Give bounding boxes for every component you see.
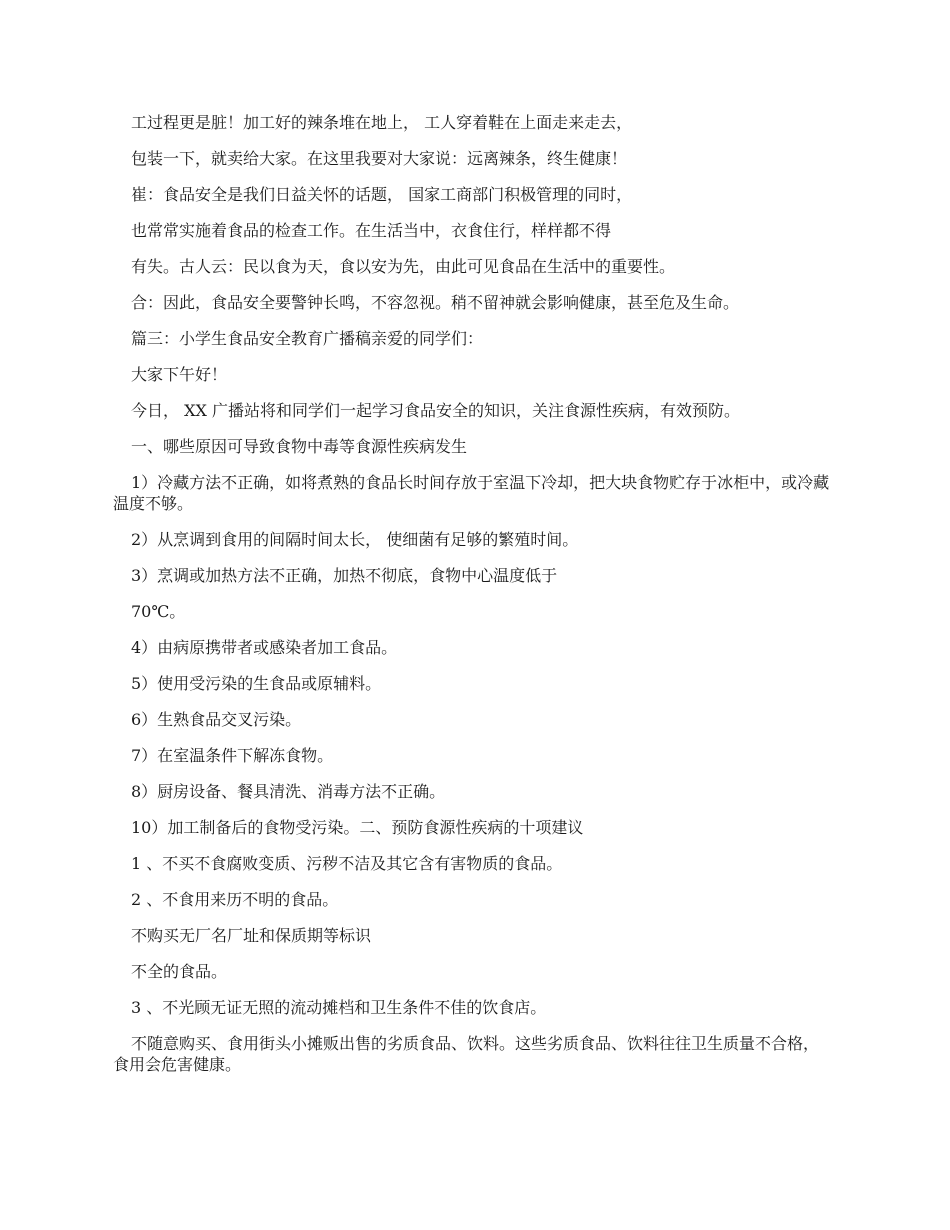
section-heading: 一、哪些原因可导致食物中毒等食源性疾病发生 bbox=[131, 437, 468, 456]
paragraph: 也常常实施着食品的检查工作。在生活当中，衣食住行，样样都不得 bbox=[131, 221, 612, 240]
paragraph: 有失。古人云：民以食为天，食以安为先，由此可见食品在生活中的重要性。 bbox=[131, 257, 676, 276]
paragraph: 包装一下，就卖给大家。在这里我要对大家说：远离辣条，终生健康！ bbox=[131, 149, 628, 168]
paragraph: 5）使用受污染的生食品或原辅料。 bbox=[131, 674, 382, 693]
paragraph: 不全的食品。 bbox=[131, 962, 228, 981]
paragraph: 3 、不光顾无证无照的流动摊档和卫生条件不佳的饮食店。 bbox=[131, 998, 547, 1017]
paragraph: 2 、不食用来历不明的食品。 bbox=[131, 890, 339, 909]
paragraph: 大家下午好！ bbox=[131, 365, 228, 384]
paragraph: 70℃。 bbox=[131, 602, 186, 621]
paragraph: 3）烹调或加热方法不正确，加热不彻底，食物中心温度低于 bbox=[131, 566, 558, 585]
paragraph: 今日， XX 广播站将和同学们一起学习食品安全的知识，关注食源性疾病，有效预防。 bbox=[131, 401, 740, 420]
paragraph: 4）由病原携带者或感染者加工食品。 bbox=[131, 638, 398, 657]
paragraph: 1 、不买不食腐败变质、污秽不洁及其它含有害物质的食品。 bbox=[131, 854, 563, 873]
paragraph: 不购买无厂名厂址和保质期等标识 bbox=[131, 926, 372, 945]
paragraph: 合：因此，食品安全要警钟长鸣，不容忽视。稍不留神就会影响健康，甚至危及生命。 bbox=[131, 293, 740, 312]
document-body bbox=[113, 112, 831, 1090]
paragraph: 1）冷藏方法不正确，如将煮熟的食品长时间存放于室温下冷却，把大块食物贮存于冰柜中，或冷藏温度不够。 bbox=[113, 473, 830, 513]
paragraph: 不随意购买、食用街头小摊贩出售的劣质食品、饮料。这些劣质食品、饮料往往卫生质量不合格，食用会危害健康。 bbox=[113, 1034, 820, 1074]
paragraph: 崔：食品安全是我们日益关怀的话题， 国家工商部门积极管理的同时， bbox=[131, 185, 633, 204]
paragraph: 7）在室温条件下解冻食物。 bbox=[131, 746, 334, 765]
paragraph: 篇三：小学生食品安全教育广播稿亲爱的同学们： bbox=[131, 329, 484, 348]
paragraph: 2）从烹调到食用的间隔时间太长， 使细菌有足够的繁殖时间。 bbox=[131, 530, 579, 549]
paragraph: 8）厨房设备、餐具清洗、消毒方法不正确。 bbox=[131, 782, 446, 801]
paragraph: 6）生熟食品交叉污染。 bbox=[131, 710, 302, 729]
paragraph: 工过程更是脏！加工好的辣条堆在地上， 工人穿着鞋在上面走来走去， bbox=[131, 113, 633, 132]
paragraph: 10）加工制备后的食物受污染。二、预防食源性疾病的十项建议 bbox=[131, 818, 584, 837]
